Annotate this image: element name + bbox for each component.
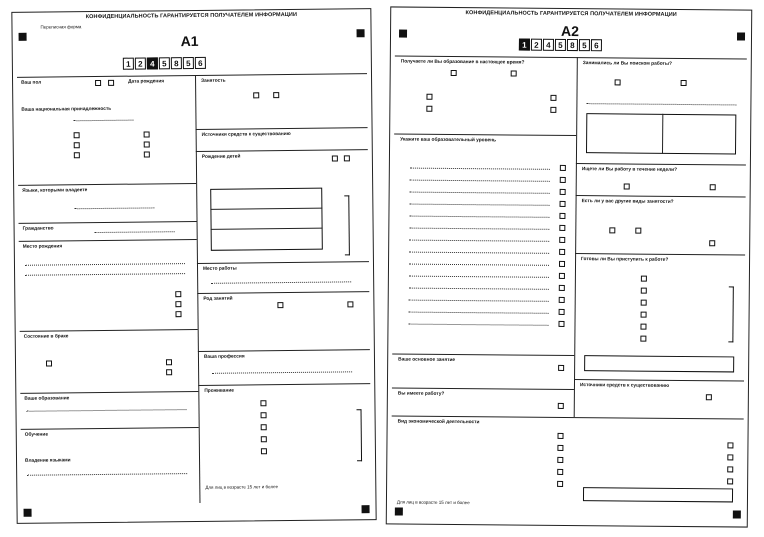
question-2: Дата рождения (128, 79, 165, 85)
text-entry-field[interactable] (584, 355, 734, 372)
code-digit: 5 (183, 57, 194, 69)
answer-checkbox[interactable] (559, 213, 565, 219)
answer-checkbox[interactable] (727, 454, 733, 460)
answer-checkbox[interactable] (347, 301, 353, 307)
question-12: Источники средств к существованию (201, 131, 291, 138)
answer-checkbox[interactable] (710, 184, 716, 190)
code-digit: 6 (195, 57, 206, 69)
answer-line[interactable] (74, 207, 154, 209)
question-25: Есть ли у вас другие виды занятости? (581, 199, 674, 205)
answer-line[interactable] (409, 276, 549, 278)
code-digit: 1 (123, 58, 134, 70)
answer-checkbox[interactable] (273, 92, 279, 98)
code-digit: 1 (519, 39, 530, 51)
question-27: Источники средств к существованию (579, 383, 670, 389)
answer-checkbox[interactable] (560, 177, 566, 183)
divider (198, 349, 370, 352)
answer-line[interactable] (73, 120, 133, 122)
answer-line[interactable] (409, 288, 549, 290)
answer-checkbox[interactable] (144, 131, 150, 137)
registration-marker (24, 509, 32, 517)
registration-marker (357, 29, 365, 37)
answer-line[interactable] (409, 252, 549, 254)
answer-checkbox[interactable] (709, 240, 715, 246)
answer-checkbox[interactable] (144, 151, 150, 157)
answer-checkbox[interactable] (559, 297, 565, 303)
answer-checkbox[interactable] (641, 300, 647, 306)
answer-checkbox[interactable] (557, 469, 563, 475)
question-18: Получаете ли Вы образование в настоящее время? (400, 59, 525, 66)
divider (574, 379, 744, 381)
form-type-label: Переписная форма (40, 24, 82, 30)
answer-line[interactable] (95, 231, 175, 233)
answer-checkbox[interactable] (74, 152, 80, 158)
registration-marker (737, 32, 745, 40)
divider (19, 221, 197, 224)
answer-checkbox[interactable] (46, 360, 52, 366)
answer-checkbox[interactable] (166, 359, 172, 365)
grouping-bracket (357, 409, 363, 461)
divider (394, 133, 576, 136)
question-19: Укажите ваш образовательный уровень (400, 137, 497, 144)
answer-line[interactable] (410, 204, 550, 206)
answer-checkbox[interactable] (558, 365, 564, 371)
answer-line[interactable] (409, 228, 549, 230)
form-code-row (519, 39, 602, 52)
answer-line[interactable] (27, 409, 187, 412)
question-10: Владение языками (25, 458, 71, 464)
divider (21, 427, 199, 430)
divider (392, 415, 744, 419)
question-9: Обучение (24, 432, 49, 438)
answer-line[interactable] (211, 281, 351, 283)
question-3: Ваша национальная принадлежность (21, 106, 112, 113)
answer-line[interactable] (586, 103, 736, 105)
answer-checkbox[interactable] (559, 225, 565, 231)
confidentiality-header: КОНФИДЕНЦИАЛЬНОСТЬ ГАРАНТИРУЕТСЯ ПОЛУЧАТЕЛЕМ ИНФОРМАЦИИ (465, 10, 677, 18)
answer-line[interactable] (410, 180, 550, 182)
code-digit: 6 (591, 39, 602, 51)
answer-checkbox[interactable] (641, 276, 647, 282)
answer-checkbox[interactable] (557, 445, 563, 451)
answer-checkbox[interactable] (175, 291, 181, 297)
answer-checkbox[interactable] (558, 403, 564, 409)
answer-checkbox[interactable] (641, 312, 647, 318)
code-digit: 5 (555, 39, 566, 51)
answer-checkbox[interactable] (681, 80, 687, 86)
answer-checkbox[interactable] (706, 394, 712, 400)
answer-checkbox[interactable] (635, 228, 641, 234)
question-21: Вы имеете работу? (397, 391, 445, 397)
question-14: Место работы (203, 266, 237, 272)
divider (20, 391, 198, 394)
question-26: Готовы ли Вы приступить к работе? (581, 257, 669, 263)
census-form-a2 (386, 6, 753, 527)
answer-checkbox[interactable] (144, 141, 150, 147)
text-entry-field[interactable] (583, 487, 733, 502)
answer-checkbox[interactable] (615, 79, 621, 85)
answer-checkbox[interactable] (557, 433, 563, 439)
grouping-bracket (728, 286, 733, 342)
answer-checkbox[interactable] (74, 142, 80, 148)
code-digit: 8 (567, 39, 578, 51)
answer-checkbox[interactable] (175, 301, 181, 307)
code-digit: 4 (147, 57, 158, 69)
answer-line[interactable] (27, 473, 187, 476)
grouping-bracket (344, 195, 350, 255)
answer-checkbox[interactable] (560, 189, 566, 195)
answer-checkbox[interactable] (74, 132, 80, 138)
age-note: Для лиц в возрасте 15 лет и более (396, 499, 470, 506)
column-divider (574, 57, 578, 417)
answer-checkbox[interactable] (560, 201, 566, 207)
divider (392, 353, 574, 356)
answer-checkbox[interactable] (166, 369, 172, 375)
answer-checkbox[interactable] (727, 478, 733, 484)
age-note: Для лиц в возрасте 15 лет и более (205, 484, 279, 490)
answer-line[interactable] (409, 300, 549, 302)
question-24: Ищете ли Вы работу в течение недели? (581, 167, 678, 173)
answer-checkbox[interactable] (559, 249, 565, 255)
answer-checkbox[interactable] (261, 448, 267, 454)
answer-line[interactable] (409, 264, 549, 266)
registration-marker (19, 33, 27, 41)
answer-line[interactable] (410, 168, 550, 170)
answer-line[interactable] (25, 263, 185, 266)
answer-checkbox[interactable] (559, 273, 565, 279)
question-16: Ваша профессия (203, 354, 245, 360)
question-17: Проживание (204, 388, 235, 394)
answer-checkbox[interactable] (95, 80, 101, 86)
form-code-row (123, 57, 206, 70)
question-4: Языки, которыми владеете (22, 188, 88, 194)
divider (395, 55, 747, 59)
answer-checkbox[interactable] (550, 95, 556, 101)
answer-line[interactable] (212, 371, 352, 373)
divider (392, 387, 574, 390)
divider (576, 195, 746, 197)
text-entry-field[interactable] (210, 188, 323, 251)
answer-checkbox[interactable] (260, 400, 266, 406)
answer-checkbox[interactable] (557, 457, 563, 463)
answer-checkbox[interactable] (261, 436, 267, 442)
code-digit: 2 (135, 57, 146, 69)
answer-checkbox[interactable] (253, 92, 259, 98)
question-11: Занятость (201, 78, 226, 84)
answer-checkbox[interactable] (640, 324, 646, 330)
registration-marker (399, 30, 407, 38)
answer-line[interactable] (409, 240, 549, 242)
answer-line[interactable] (410, 192, 550, 194)
divider (18, 183, 196, 186)
answer-checkbox[interactable] (175, 311, 181, 317)
question-13: Рождение детей (201, 154, 241, 160)
answer-checkbox[interactable] (609, 227, 615, 233)
question-1: Ваш пол (21, 80, 42, 86)
code-digit: 4 (543, 39, 554, 51)
divider (196, 127, 368, 130)
answer-checkbox[interactable] (426, 106, 432, 112)
answer-line[interactable] (409, 216, 549, 218)
question-5: Гражданство (22, 226, 54, 232)
answer-checkbox[interactable] (641, 288, 647, 294)
answer-checkbox[interactable] (559, 285, 565, 291)
answer-checkbox[interactable] (511, 70, 517, 76)
question-8: Ваше образование (24, 396, 70, 402)
answer-checkbox[interactable] (277, 302, 283, 308)
answer-checkbox[interactable] (727, 442, 733, 448)
divider (197, 261, 369, 264)
answer-checkbox[interactable] (557, 481, 563, 487)
answer-checkbox[interactable] (550, 107, 556, 113)
answer-checkbox[interactable] (624, 183, 630, 189)
answer-checkbox[interactable] (559, 309, 565, 315)
answer-checkbox[interactable] (451, 70, 457, 76)
answer-checkbox[interactable] (261, 412, 267, 418)
question-6: Место рождения (22, 244, 63, 250)
question-20: Ваше основное занятие (398, 357, 456, 364)
answer-checkbox[interactable] (558, 321, 564, 327)
question-7: Состояние в браке (23, 334, 69, 340)
divider (575, 253, 745, 255)
divider (576, 163, 746, 165)
question-22: Вид экономической деятельности (397, 419, 480, 426)
answer-checkbox[interactable] (332, 155, 338, 161)
form-label: А2 (560, 22, 580, 40)
code-digit: 2 (531, 39, 542, 51)
answer-checkbox[interactable] (108, 80, 114, 86)
confidentiality-header: КОНФИДЕНЦИАЛЬНОСТЬ ГАРАНТИРУЕТСЯ ПОЛУЧАТЕЛЕМ ИНФОРМАЦИИ (85, 11, 298, 21)
divider (196, 149, 368, 152)
divider (198, 383, 370, 386)
answer-line[interactable] (25, 273, 185, 276)
code-digit: 5 (579, 39, 590, 51)
question-15: Род занятий (203, 296, 233, 302)
registration-marker (395, 507, 403, 515)
divider (197, 291, 369, 294)
question-23: Занимались ли Вы поиском работы? (582, 61, 672, 67)
column-divider (195, 75, 200, 503)
answer-checkbox[interactable] (560, 165, 566, 171)
answer-line[interactable] (408, 324, 548, 326)
answer-checkbox[interactable] (426, 94, 432, 100)
divider (20, 329, 198, 332)
answer-checkbox[interactable] (727, 466, 733, 472)
answer-checkbox[interactable] (559, 261, 565, 267)
code-digit: 8 (171, 57, 182, 69)
answer-line[interactable] (409, 312, 549, 314)
divider (19, 239, 197, 242)
code-digit: 5 (159, 57, 170, 69)
answer-checkbox[interactable] (640, 336, 646, 342)
answer-checkbox[interactable] (559, 237, 565, 243)
registration-marker (733, 510, 741, 518)
answer-checkbox[interactable] (261, 424, 267, 430)
census-form-a1 (11, 8, 376, 524)
registration-marker (362, 505, 370, 513)
answer-checkbox[interactable] (344, 155, 350, 161)
form-label: А1 (180, 32, 199, 50)
